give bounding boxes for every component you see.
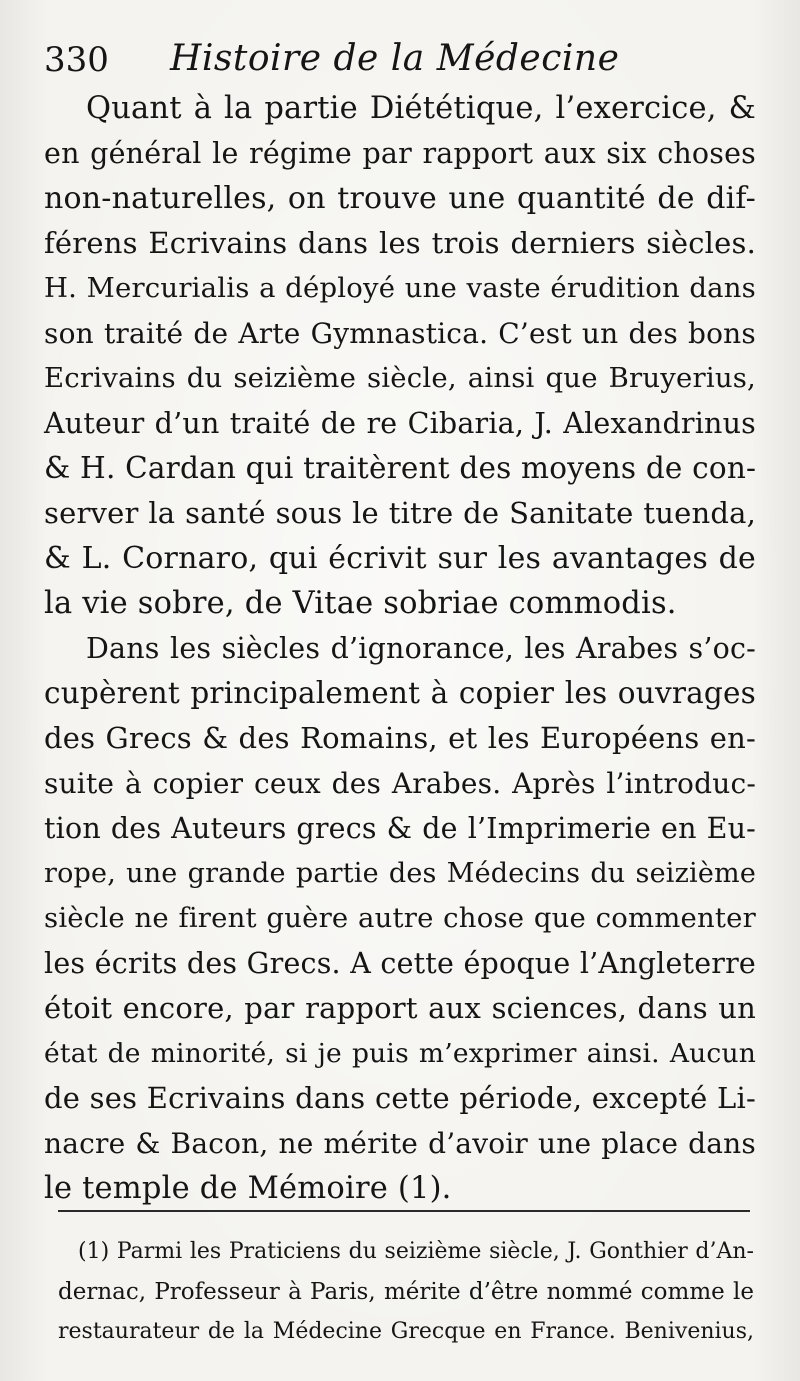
text-line: rope, une grande partie des Médecins du seizième: [44, 858, 756, 889]
text-line: des Grecs & des Romains, et les Européens en-: [44, 721, 756, 755]
text-line: & H. Cardan qui traitèrent des moyens de con-: [44, 451, 757, 485]
text-line: server la santé sous le titre de Sanitate tuenda,: [44, 496, 756, 530]
text-line: non-naturelles, on trouve une quantité de dif-: [44, 181, 756, 216]
text-line: férens Ecrivains dans les trois derniers siècles.: [44, 226, 756, 260]
footnote: [58, 1232, 754, 1352]
text-line: la vie sobre, de Vitae sobriae commodis.: [44, 586, 677, 621]
text-line: suite à copier ceux des Arabes. Après l’introduc-: [44, 767, 756, 800]
footnote-line: (1) Parmi les Praticiens du seizième siècle, J. Gonthier d’An-: [78, 1239, 754, 1264]
text-line: & L. Cornaro, qui écrivit sur les avantages de: [44, 541, 756, 576]
body-text: [44, 86, 756, 1211]
text-line: son traité de Arte Gymnastica. C’est un des bons: [44, 317, 756, 350]
text-line: Ecrivains du seizième siècle, ainsi que Bruyerius,: [44, 362, 756, 394]
footnote-line: restaurateur de la Médecine Grecque en France. Benivenius,: [58, 1319, 754, 1344]
text-line: cupèrent principalement à copier les ouvrages: [44, 676, 756, 710]
text-line: état de minorité, si je puis m’exprimer ainsi. Aucun: [44, 1038, 756, 1069]
text-line: en général le régime par rapport aux six choses: [44, 137, 756, 170]
text-line: le temple de Mémoire (1).: [44, 1171, 452, 1206]
page-number: 330: [44, 40, 109, 80]
text-line: Auteur d’un traité de re Cibaria, J. Alexandrinus: [44, 407, 756, 440]
page-header: [44, 34, 764, 84]
text-line: siècle ne firent guère autre chose que commenter: [44, 902, 756, 934]
footnote-line: dernac, Professeur à Paris, mérite d’être nommé comme le: [58, 1279, 754, 1305]
text-line: nacre & Bacon, ne mérite d’avoir une place dans: [44, 1127, 756, 1160]
text-line: H. Mercurialis a déployé une vaste érudition dans: [44, 272, 756, 304]
text-line: tion des Auteurs grecs & de l’Imprimerie en Eu-: [44, 812, 756, 845]
footnote-rule: [58, 1210, 750, 1212]
text-line: Quant à la partie Diététique, l’exercice, &: [86, 91, 756, 126]
text-line: de ses Ecrivains dans cette période, excepté Li-: [44, 1081, 756, 1115]
running-title: Histoire de la Médecine: [170, 38, 620, 79]
text-line: les écrits des Grecs. A cette époque l’Angleterre: [44, 947, 756, 980]
text-line: étoit encore, par rapport aux sciences, dans un: [44, 991, 756, 1025]
text-line: Dans les siècles d’ignorance, les Arabes s’oc-: [86, 632, 756, 665]
